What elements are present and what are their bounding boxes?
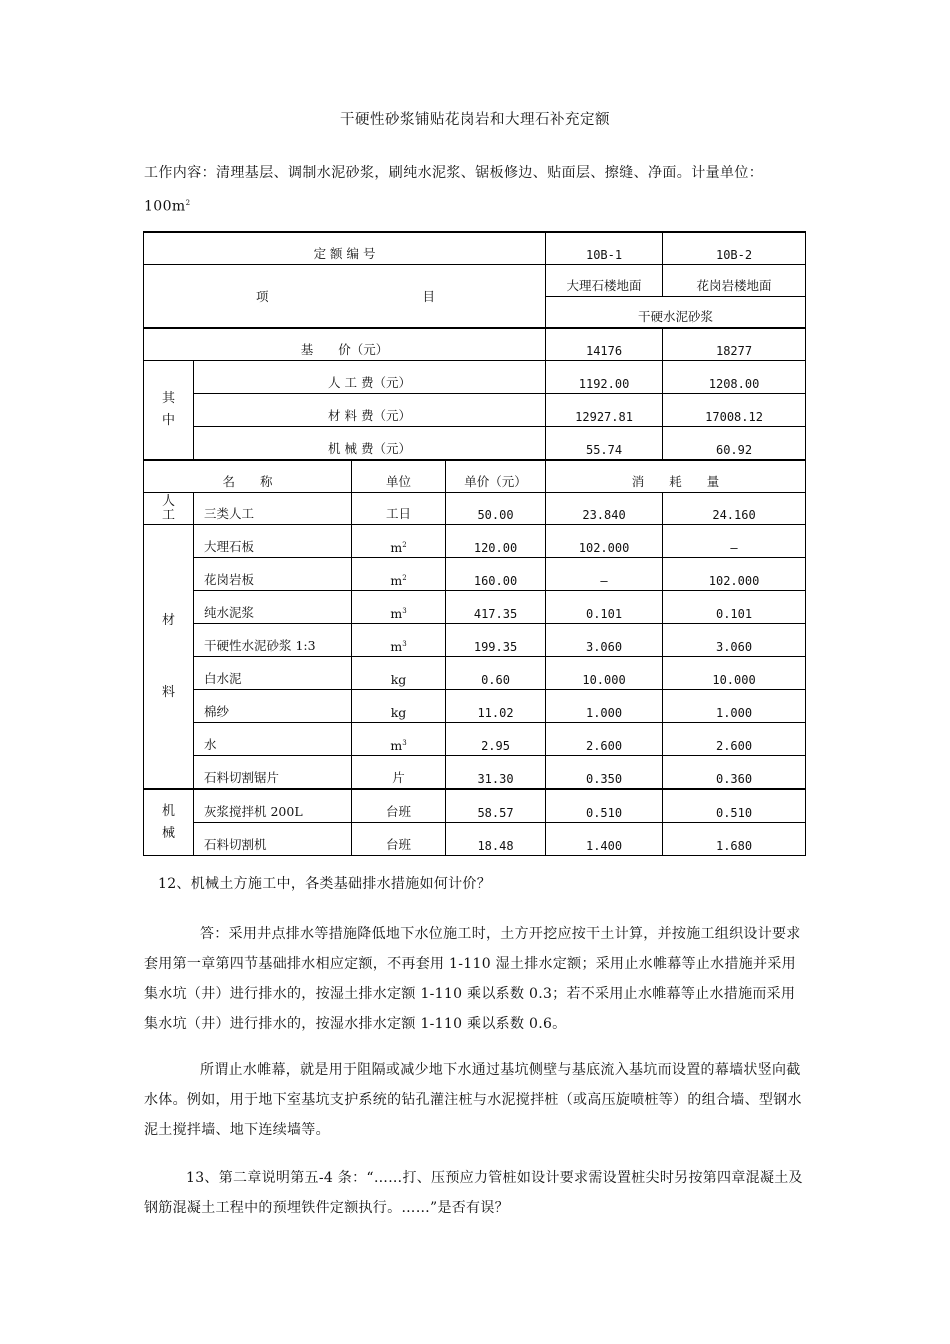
row-labor [144, 493, 806, 525]
consumption-1: 2.600 [546, 723, 663, 756]
consumption-1: 3.060 [546, 624, 663, 657]
row-material [144, 756, 806, 790]
quota-table [143, 231, 806, 856]
consumption-2: 24.160 [663, 493, 806, 525]
consumption-1: 0.510 [546, 789, 663, 823]
measure-unit: $100m^2$ [144, 198, 191, 215]
row-item [144, 265, 806, 297]
resource-unit: $m^3$ [352, 624, 446, 657]
resource-name: 棉纱 [194, 690, 352, 723]
mortar-label: 干硬水泥砂浆 [546, 297, 806, 329]
document-title: 干硬性砂浆铺贴花岗岩和大理石补充定额 [340, 112, 610, 128]
row-cost [144, 361, 806, 394]
resource-unit: $m^2$ [352, 558, 446, 591]
resource-name: 大理石板 [194, 525, 352, 558]
work-content-text: 工作内容：清理基层、调制水泥砂浆，刷纯水泥浆、锯板修边、贴面层、擦缝、净面。计量单位： [144, 165, 764, 181]
resource-unit: 台班 [352, 789, 446, 823]
resource-name: 石料切割机 [194, 823, 352, 856]
resource-name: 花岗岩板 [194, 558, 352, 591]
cost-label: 人 工 费（元） [194, 361, 546, 394]
consumption-1: 23.840 [546, 493, 663, 525]
consumption-2: 10.000 [663, 657, 806, 690]
resource-price: 417.35 [446, 591, 546, 624]
resource-unit: kg [352, 657, 446, 690]
col-unit-header: 单位 [352, 460, 446, 493]
resource-price: 199.35 [446, 624, 546, 657]
row-material [144, 558, 806, 591]
labor-group-label: 人 工 [144, 493, 194, 525]
resource-price: 11.02 [446, 690, 546, 723]
consumption-2: 0.510 [663, 789, 806, 823]
resource-name: 三类人工 [194, 493, 352, 525]
consumption-2: 1.680 [663, 823, 806, 856]
q12-question: 12、机械土方施工中，各类基础排水措施如何计价？ [158, 876, 492, 892]
consumption-2: 0.101 [663, 591, 806, 624]
resource-price: 2.95 [446, 723, 546, 756]
item-label: 项 目 [144, 265, 546, 329]
resource-unit: 台班 [352, 823, 446, 856]
row-base-price [144, 328, 806, 361]
row-material [144, 525, 806, 558]
consumption-2: 0.360 [663, 756, 806, 790]
col-consume-header: 消 耗 量 [546, 460, 806, 493]
consumption-1: 0.350 [546, 756, 663, 790]
cost-label: 机 械 费（元） [194, 427, 546, 461]
resource-unit: 工日 [352, 493, 446, 525]
consumption-1: 0.101 [546, 591, 663, 624]
consumption-1: 10.000 [546, 657, 663, 690]
resource-unit: $m^3$ [352, 723, 446, 756]
row-material [144, 624, 806, 657]
work-content [144, 158, 808, 222]
col-name-header: 名 称 [144, 460, 352, 493]
col-price-header: 单价（元） [446, 460, 546, 493]
consumption-1: 1.400 [546, 823, 663, 856]
cost-value-1: 55.74 [546, 427, 663, 461]
resource-price: 31.30 [446, 756, 546, 790]
item-granite: 花岗岩楼地面 [663, 265, 806, 297]
quota-no-label: 定 额 编 号 [144, 232, 546, 265]
row-material [144, 591, 806, 624]
resource-price: 0.60 [446, 657, 546, 690]
cost-value-1: 1192.00 [546, 361, 663, 394]
cost-value-2: 1208.00 [663, 361, 806, 394]
resource-price: 50.00 [446, 493, 546, 525]
resource-name: 纯水泥浆 [194, 591, 352, 624]
resource-name: 石料切割锯片 [194, 756, 352, 790]
base-price-1: 14176 [546, 328, 663, 361]
consumption-2: — [663, 525, 806, 558]
resource-price: 160.00 [446, 558, 546, 591]
resource-unit: $m^3$ [352, 591, 446, 624]
consumption-2: 2.600 [663, 723, 806, 756]
consumption-2: 1.000 [663, 690, 806, 723]
row-columns-header [144, 460, 806, 493]
code-10b-1: 10B-1 [546, 232, 663, 265]
consumption-1: 1.000 [546, 690, 663, 723]
row-cost [144, 427, 806, 461]
row-material [144, 657, 806, 690]
resource-name: 干硬性水泥砂浆 1:3 [194, 624, 352, 657]
resource-name: 灰浆搅拌机 200L [194, 789, 352, 823]
row-material [144, 723, 806, 756]
resource-price: 58.57 [446, 789, 546, 823]
q12-answer: 答：采用井点排水等措施降低地下水位施工时，土方开挖应按干土计算，并按施工组织设计要求套用第一章第四节基础排水相应定额，不再套用 1-110 湿土排水定额；采用止水帷幕等止水措施并采用集水坑（井）进行排水的，按湿土排水定额 1-110 乘以系数 0.3；若不采用止水帷幕等止水措施而采用集水坑（井）进行排水的，按湿水排水定额 1-110 乘以系数 0.6。 [144, 926, 801, 1032]
base-price-label: 基 价（元） [144, 328, 546, 361]
row-machine [144, 823, 806, 856]
consumption-2: 3.060 [663, 624, 806, 657]
row-quota-no [144, 232, 806, 265]
consumption-1: — [546, 558, 663, 591]
consumption-1: 102.000 [546, 525, 663, 558]
resource-name: 白水泥 [194, 657, 352, 690]
cost-value-2: 60.92 [663, 427, 806, 461]
q13-question: 13、第二章说明第五-4 条：“……打、压预应力管桩如设计要求需设置桩尖时另按第四章混凝土及钢筋混凝土工程中的预埋铁件定额执行。……”是否有误？ [144, 1170, 803, 1216]
resource-price: 120.00 [446, 525, 546, 558]
resource-price: 18.48 [446, 823, 546, 856]
resource-unit: kg [352, 690, 446, 723]
row-cost [144, 394, 806, 427]
resource-unit: $m^2$ [352, 525, 446, 558]
consumption-2: 102.000 [663, 558, 806, 591]
machine-group-label: 机 械 [144, 789, 194, 856]
cost-value-2: 17008.12 [663, 394, 806, 427]
code-10b-2: 10B-2 [663, 232, 806, 265]
cost-value-1: 12927.81 [546, 394, 663, 427]
resource-unit: 片 [352, 756, 446, 790]
row-material [144, 690, 806, 723]
material-group-label: 材 料 [144, 525, 194, 790]
q12-explanation: 所谓止水帷幕，就是用于阻隔或减少地下水通过基坑侧壁与基底流入基坑而设置的幕墙状竖向截水体。例如，用于地下室基坑支护系统的钻孔灌注桩与水泥搅拌桩（或高压旋喷桩等）的组合墙、型钢水泥土搅拌墙、地下连续墙等。 [144, 1062, 802, 1138]
item-marble: 大理石楼地面 [546, 265, 663, 297]
resource-name: 水 [194, 723, 352, 756]
row-machine [144, 789, 806, 823]
among-group-label: 其 中 [144, 361, 194, 461]
base-price-2: 18277 [663, 328, 806, 361]
cost-label: 材 料 费（元） [194, 394, 546, 427]
